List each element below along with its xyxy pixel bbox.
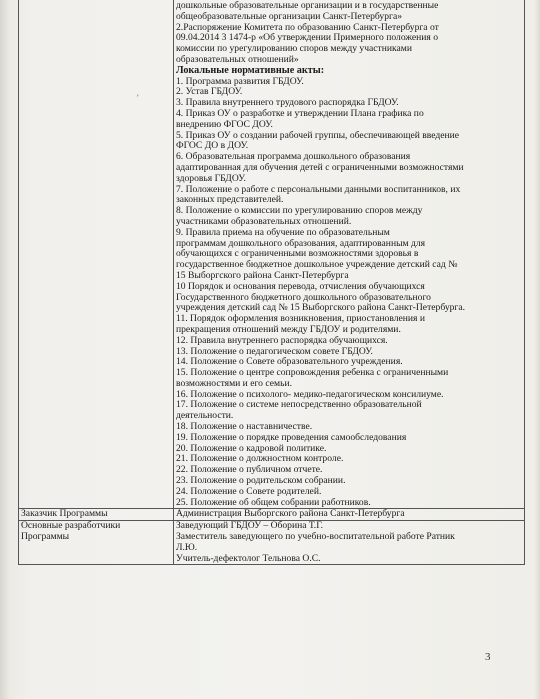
local-act-line: 17. Положение о системе непосредственно образовательной: [176, 399, 422, 411]
local-act-item: [176, 185, 522, 207]
local-act-line: возможностями и его семьи.: [176, 377, 292, 389]
developer-line: Учитель-дефектолог Тельнова О.С.: [176, 552, 321, 564]
local-act-line: 15. Положение о центре сопровождения ребенка с ограниченными: [176, 367, 449, 379]
margin-mark: ': [137, 93, 139, 103]
customer-value: Администрация Выборгского района Санкт-Петербурга: [174, 509, 525, 521]
local-acts-heading: Локальные нормативные акты:: [176, 64, 325, 76]
developers-label-cell: [19, 521, 174, 565]
order-line: 2.Распоряжение Комитета по образованию Санкт-Петербурга от: [176, 21, 439, 33]
local-act-line: 9. Правила приема на обучение по образовательным: [176, 226, 390, 238]
local-act-line: 3. Правила внутреннего трудового распорядка ГБДОУ.: [176, 97, 399, 109]
page-right-edge: [534, 0, 540, 699]
local-act-line: адаптированная для обучения детей с ограниченными возможностями: [176, 161, 464, 173]
local-act-item: [176, 336, 522, 347]
local-act-line: 16. Положение о психолого- медико-педагогическом консилиуме.: [176, 388, 444, 400]
local-act-item: [176, 400, 522, 422]
local-act-item: [176, 206, 522, 228]
local-act-line: 5. Приказ ОУ о создании рабочей группы, обеспечивающей введение: [176, 129, 460, 141]
local-act-item: [176, 368, 522, 390]
local-act-item: [176, 228, 522, 282]
local-act-line: законных представителей.: [176, 194, 284, 206]
local-act-line: прекращения отношений между ГБДОУ и родителями.: [176, 323, 401, 335]
local-act-line: 12. Правила внутреннего распорядка обучающихся.: [176, 334, 388, 346]
developers-label-line: Основные разработчики: [21, 520, 121, 532]
local-act-line: внедрению ФГОС ДОУ.: [176, 118, 273, 130]
binding-edge: [0, 0, 10, 699]
local-act-line: 23. Положение о родительском собрании.: [176, 475, 346, 487]
local-act-line: 4. Приказ ОУ о разработке и утверждении Плана графика по: [176, 107, 424, 119]
local-act-line: учреждения детский сад № 15 Выборгского района Санкт-Петербурга.: [176, 302, 466, 314]
program-passport-table: [18, 0, 525, 565]
developers-label-line: Программы: [21, 531, 70, 543]
local-act-line: 19. Положение о порядке проведения самообследования: [176, 431, 407, 443]
table-row-customer: [19, 509, 525, 521]
local-act-line: государственное бюджетное дошкольное учреждение детский сад №: [176, 259, 458, 271]
local-acts-list: [176, 77, 522, 509]
local-act-line: деятельности.: [176, 410, 234, 422]
local-act-line: 24. Положение о Совете родителей.: [176, 485, 322, 497]
developers-value-cell: [174, 521, 525, 565]
order-line: образовательных отношений»: [176, 53, 299, 65]
local-act-line: обучающихся с ограниченными возможностями здоровья в: [176, 248, 419, 260]
local-act-item: [176, 152, 522, 184]
local-act-item: [176, 282, 522, 314]
local-act-line: 1. Программа развития ГБДОУ.: [176, 75, 304, 87]
local-act-line: участниками образовательных отношений.: [176, 215, 352, 227]
local-act-line: 21. Положение о должностном контроле.: [176, 453, 344, 465]
intro-line: общеобразовательные организации Санкт-Петербурга»: [176, 10, 403, 22]
table-cell-label-empty: [19, 0, 174, 509]
local-act-line: 20. Положение о кадровой политике.: [176, 442, 327, 454]
committee-order-block: [176, 23, 522, 66]
intro-block: [176, 1, 522, 23]
developer-line: Заведующий ГБДОУ – Оборина Т.Г.: [176, 520, 324, 532]
local-act-line: ФГОС ДО в ДОУ.: [176, 140, 249, 152]
table-row-developers: [19, 521, 525, 565]
local-act-line: 18. Положение о наставничестве.: [176, 421, 313, 433]
local-act-line: 8. Положение о комиссии по урегулированию споров между: [176, 205, 423, 217]
local-act-item: [176, 314, 522, 336]
local-act-line: 11. Порядок оформления возникновения, приостановления и: [176, 313, 426, 325]
local-act-line: программам дошкольного образования, адаптированным для: [176, 237, 426, 249]
local-act-line: 25. Положение об общем собрании работников.: [176, 496, 371, 508]
intro-line: дошкольные образовательные организации и в государственные: [176, 0, 439, 11]
local-act-line: 13. Положение о педагогическом совете ГБДОУ.: [176, 345, 373, 357]
customer-label: Заказчик Программы: [19, 509, 174, 521]
local-act-line: 22. Положение о публичном отчете.: [176, 464, 323, 476]
local-act-item: [176, 109, 522, 131]
table-cell-regulatory-content: [174, 0, 525, 509]
local-act-item: [176, 498, 522, 509]
local-act-line: Государственного бюджетного дошкольного образовательного: [176, 291, 431, 303]
order-line: 09.04.2014 3 1474-р «Об утверждении Примерного положения о: [176, 32, 439, 44]
developer-line: Л.Ю.: [176, 541, 198, 553]
local-act-line: 2. Устав ГБДОУ.: [176, 86, 243, 98]
developer-line: Заместитель заведующего по учебно-воспитательной работе Ратник: [176, 531, 455, 543]
local-act-item: [176, 131, 522, 153]
local-act-line: 10 Порядок и основания перевода, отчисления обучающихся: [176, 280, 425, 292]
table-row-regulatory-base: [19, 0, 525, 509]
page-number: 3: [485, 651, 491, 663]
local-act-line: здоровья ГБДОУ.: [176, 172, 246, 184]
local-act-line: 7. Положение о работе с персональными данными воспитанников, их: [176, 183, 461, 195]
local-act-line: 15 Выборгского района Санкт-Петербурга: [176, 269, 349, 281]
order-line: комиссии по урегулированию споров между участниками: [176, 43, 413, 55]
local-act-line: 14. Положение о Совете образовательного учреждения.: [176, 356, 403, 368]
local-act-line: 6. Образовательная программа дошкольного образования: [176, 151, 411, 163]
